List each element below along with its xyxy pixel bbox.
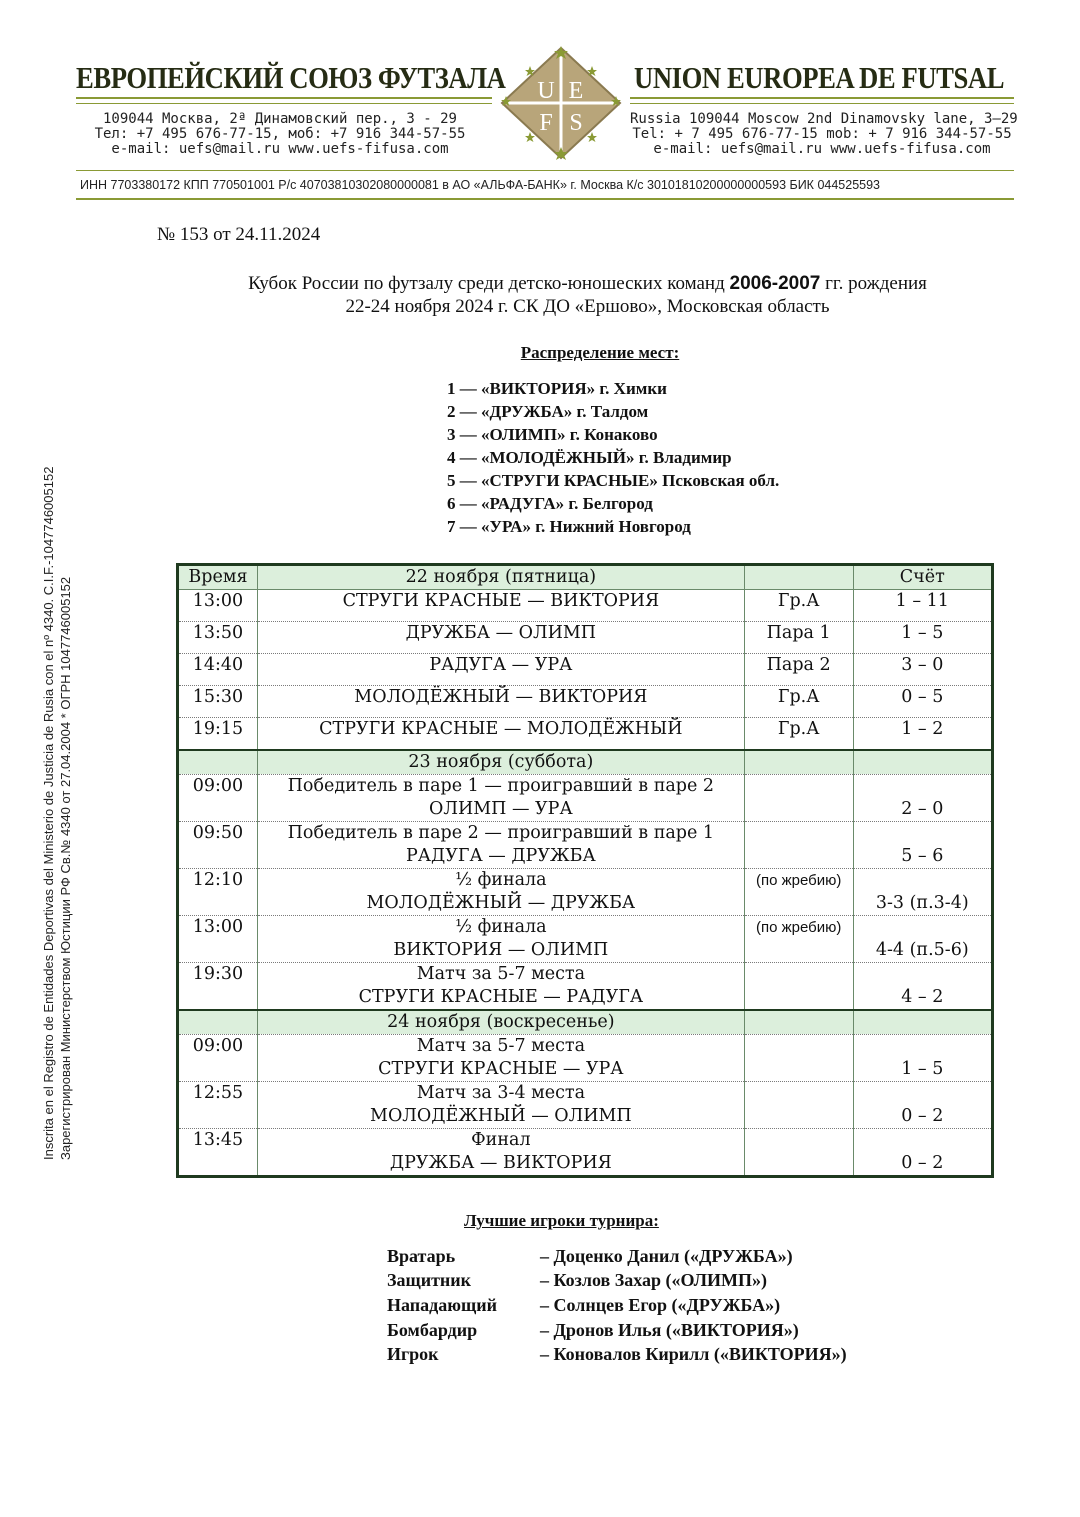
match-teams: МОЛОДЁЖНЫЙ — ВИКТОРИЯ — [257, 686, 744, 718]
table-row — [178, 654, 993, 686]
score-value: 0 – 2 — [901, 1105, 944, 1126]
match-note: (по жребию) — [744, 868, 853, 915]
tournament-title — [120, 272, 1055, 318]
match-teams: ДРУЖБА — ОЛИМП — [257, 622, 744, 654]
match-score — [853, 774, 992, 821]
match-time: 19:30 — [178, 962, 258, 1010]
match-score — [853, 915, 992, 962]
match-teams — [257, 1128, 744, 1176]
table-row — [178, 821, 993, 868]
match-note: (по жребию) — [744, 915, 853, 962]
match-time: 15:30 — [178, 686, 258, 718]
place-item: 7 — «УРА» г. Нижний Новгород — [447, 517, 691, 536]
match-score — [853, 1034, 992, 1081]
match-note: Гр.А — [744, 718, 853, 750]
title-prefix: Кубок России по футзалу среди детско-юношеских команд — [248, 273, 730, 294]
match-time: 09:00 — [178, 774, 258, 821]
match-pair: СТРУГИ КРАСНЫЕ — УРА — [378, 1058, 624, 1079]
table-row — [178, 590, 993, 622]
place-item: 3 — «ОЛИМП» г. Конаково — [447, 425, 658, 444]
day-header-row — [178, 1010, 993, 1035]
match-score: 1 – 5 — [853, 622, 992, 654]
place-item: 2 — «ДРУЖБА» г. Талдом — [447, 402, 649, 421]
header-line-right-bottom — [630, 103, 1014, 104]
match-score — [853, 821, 992, 868]
match-teams — [257, 821, 744, 868]
logo-letter-u: U — [537, 78, 555, 104]
match-stage: Матч за 5-7 места — [416, 1035, 586, 1056]
match-score: 0 – 5 — [853, 686, 992, 718]
day-note-cell — [744, 750, 853, 775]
address-ru-line: 109044 Москва, 2ª Динамовский пер., 3 - 29 — [102, 111, 457, 127]
match-teams: РАДУГА — УРА — [257, 654, 744, 686]
day-header-row — [178, 750, 993, 775]
match-time: 12:55 — [178, 1081, 258, 1128]
best-player-name: – Солнцев Егор («ДРУЖБА») — [540, 1295, 781, 1315]
match-time: 12:10 — [178, 868, 258, 915]
table-row — [178, 1081, 993, 1128]
place-item: 4 — «МОЛОДЁЖНЫЙ» г. Владимир — [447, 448, 732, 467]
org-name-en: UNION EUROPEA DE FUTSAL — [634, 60, 1005, 95]
title-line-1 — [120, 272, 1055, 295]
match-time: 09:00 — [178, 1034, 258, 1081]
day-score-cell — [853, 1010, 992, 1035]
match-note: Пара 2 — [744, 654, 853, 686]
match-note — [744, 1128, 853, 1176]
match-pair: РАДУГА — ДРУЖБА — [405, 845, 596, 866]
match-stage: Финал — [471, 1129, 531, 1150]
best-player-role: Защитник — [387, 1270, 472, 1290]
best-player-role: Нападающий — [387, 1295, 497, 1315]
place-item: 6 — «РАДУГА» г. Белгород — [447, 494, 653, 513]
title-years: 2006-2007 — [729, 273, 821, 294]
table-row — [178, 1034, 993, 1081]
score-value: 5 – 6 — [901, 845, 944, 866]
registration-side-text — [40, 467, 74, 1160]
match-score — [853, 868, 992, 915]
match-teams: СТРУГИ КРАСНЫЕ — ВИКТОРИЯ — [257, 590, 744, 622]
match-teams — [257, 774, 744, 821]
header-line-left-top — [76, 97, 492, 99]
match-pair: МОЛОДЁЖНЫЙ — ДРУЖБА — [366, 892, 636, 913]
address-en-line: Russia 109044 Moscow 2nd Dinamovsky lane, 3–29 — [630, 111, 1018, 127]
schedule-table — [176, 563, 994, 1178]
table-row — [178, 868, 993, 915]
best-player-role: Игрок — [387, 1344, 439, 1364]
best-player-name: – Доценко Данил («ДРУЖБА») — [540, 1246, 793, 1266]
best-players-heading: Лучшие игроки турнира: — [464, 1211, 659, 1230]
match-note: Пара 1 — [744, 622, 853, 654]
match-time: 19:15 — [178, 718, 258, 750]
address-ru — [90, 112, 470, 157]
match-time: 13:50 — [178, 622, 258, 654]
match-teams — [257, 915, 744, 962]
match-teams: СТРУГИ КРАСНЫЕ — МОЛОДЁЖНЫЙ — [257, 718, 744, 750]
match-teams — [257, 1034, 744, 1081]
address-ru-line: e-mail: uefs@mail.ru www.uefs-fifusa.com — [111, 141, 449, 157]
table-row — [178, 622, 993, 654]
best-player-role: Бомбардир — [387, 1320, 478, 1340]
bank-details: ИНН 7703380172 КПП 770501001 Р/с 40703810302080000081 в АО «АЛЬФА-БАНК» г. Москва К/с 30101810200000000593 БИК 044525593 — [80, 178, 881, 192]
document-number: № 153 от 24.11.2024 — [157, 224, 321, 245]
match-teams — [257, 1081, 744, 1128]
match-time: 13:45 — [178, 1128, 258, 1176]
table-row — [178, 962, 993, 1010]
match-teams — [257, 962, 744, 1010]
day-score-cell — [853, 750, 992, 775]
org-name-ru: ЕВРОПЕЙСКИЙ СОЮЗ ФУТЗАЛА — [76, 60, 506, 95]
match-score: 1 – 11 — [853, 590, 992, 622]
logo-letter-e: E — [568, 78, 584, 104]
place-item: 1 — «ВИКТОРИЯ» г. Химки — [447, 379, 667, 398]
score-value: 3-3 (п.3-4) — [875, 892, 969, 913]
best-player-name: – Дронов Илья («ВИКТОРИЯ») — [540, 1320, 799, 1340]
best-player-name: – Коновалов Кирилл («ВИКТОРИЯ») — [540, 1344, 847, 1364]
score-value: 4-4 (п.5-6) — [875, 939, 969, 960]
score-value: 2 – 0 — [901, 798, 944, 819]
logo-letter-f: F — [539, 110, 553, 136]
match-stage: Победитель в паре 1 — проигравший в паре 2 — [287, 775, 715, 796]
day-label: 23 ноября (суббота) — [257, 750, 744, 775]
bank-line-top — [76, 170, 1014, 171]
match-score: 3 – 0 — [853, 654, 992, 686]
match-score — [853, 1128, 992, 1176]
score-value: 0 – 2 — [901, 1152, 944, 1173]
day-note-cell — [744, 1010, 853, 1035]
match-score — [853, 962, 992, 1010]
address-en-line: e-mail: uefs@mail.ru www.uefs-fifusa.com — [653, 141, 991, 157]
best-player-name: – Козлов Захар («ОЛИМП») — [540, 1270, 768, 1290]
best-player-role: Вратарь — [387, 1246, 456, 1266]
bank-line-bottom — [76, 198, 1014, 200]
match-stage: ½ финала — [455, 916, 547, 937]
address-en — [630, 111, 1018, 157]
header-line-right-top — [630, 97, 1014, 99]
match-pair: ДРУЖБА — ВИКТОРИЯ — [389, 1152, 612, 1173]
table-row — [178, 915, 993, 962]
day-label: 24 ноября (воскресенье) — [257, 1010, 744, 1035]
registration-line-ru: Зарегистрирован Министерством Юстиции РФ Св.№ 4340 от 27.04.2004 * ОГРН 1047746005152 — [58, 576, 73, 1160]
match-note: Гр.А — [744, 590, 853, 622]
match-note — [744, 1034, 853, 1081]
match-score: 1 – 2 — [853, 718, 992, 750]
title-suffix: гг. рождения — [820, 273, 927, 294]
col-note-header — [744, 565, 853, 590]
match-pair: СТРУГИ КРАСНЫЕ — РАДУГА — [358, 986, 644, 1007]
match-stage: ½ финала — [455, 869, 547, 890]
match-teams — [257, 868, 744, 915]
uefs-logo-icon — [500, 46, 622, 160]
day-label: 22 ноября (пятница) — [257, 565, 744, 590]
day-time-cell — [178, 750, 258, 775]
col-score-header: Счёт — [853, 565, 992, 590]
score-value: 4 – 2 — [901, 986, 944, 1007]
logo-letter-s: S — [569, 110, 583, 136]
places-list — [447, 377, 779, 538]
match-stage: Матч за 5-7 места — [416, 963, 586, 984]
match-stage: Победитель в паре 2 — проигравший в паре 1 — [287, 822, 715, 843]
table-row — [178, 1128, 993, 1176]
place-item: 5 — «СТРУГИ КРАСНЫЕ» Псковская обл. — [447, 471, 780, 490]
match-note: Гр.А — [744, 686, 853, 718]
header-line-left-bottom — [76, 103, 492, 104]
title-line-2: 22-24 ноября 2024 г. СК ДО «Ершово», Московская область — [345, 296, 830, 317]
match-note — [744, 1081, 853, 1128]
score-value: 1 – 5 — [901, 1058, 944, 1079]
registration-line-es: Inscrita en el Registro de Entidades Deportivas del Ministerio de Justicia de Rusia con el nº 4340. C.I.F.-1047746005152 — [41, 466, 56, 1160]
match-note — [744, 774, 853, 821]
match-pair: ВИКТОРИЯ — ОЛИМП — [393, 939, 609, 960]
day-time-cell — [178, 1010, 258, 1035]
match-time: 09:50 — [178, 821, 258, 868]
address-en-line: Tel: + 7 495 676-77-15 mob: + 7 916 344-57-55 — [632, 126, 1012, 142]
match-time: 13:00 — [178, 590, 258, 622]
match-score — [853, 1081, 992, 1128]
table-header-row — [178, 565, 993, 590]
table-row — [178, 774, 993, 821]
match-pair: МОЛОДЁЖНЫЙ — ОЛИМП — [370, 1105, 632, 1126]
match-stage: Матч за 3-4 места — [416, 1082, 586, 1103]
table-row — [178, 718, 993, 750]
places-heading: Распределение мест: — [520, 343, 680, 362]
match-note — [744, 962, 853, 1010]
col-time-header: Время — [178, 565, 258, 590]
address-ru-line: Тел: +7 495 676-77-15, моб: +7 916 344-57-55 — [94, 126, 466, 142]
table-row — [178, 686, 993, 718]
match-note — [744, 821, 853, 868]
match-pair: ОЛИМП — УРА — [429, 798, 573, 819]
match-time: 14:40 — [178, 654, 258, 686]
match-time: 13:00 — [178, 915, 258, 962]
